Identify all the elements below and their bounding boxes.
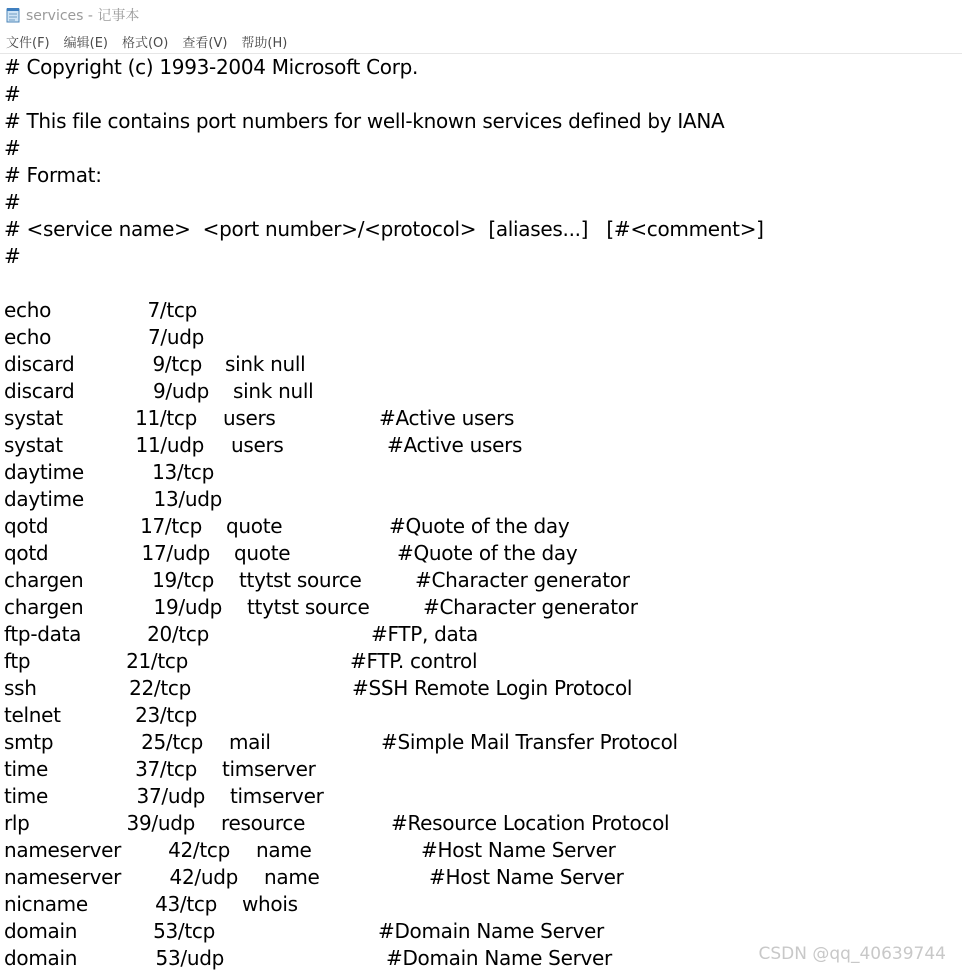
- service-aliases: ttytst source: [247, 595, 370, 619]
- service-name: chargen: [4, 595, 84, 619]
- service-entry-line: [4, 486, 944, 513]
- header-line: #: [4, 82, 21, 106]
- port-protocol: 43/tcp: [155, 892, 217, 916]
- service-comment: #Simple Mail Transfer Protocol: [381, 730, 678, 754]
- port-protocol: 17/udp: [141, 541, 210, 565]
- service-aliases: users: [223, 406, 276, 430]
- service-entry-line: [4, 837, 944, 864]
- window-title: services - 记事本: [26, 8, 140, 24]
- service-aliases: ttytst source: [239, 568, 362, 592]
- port-protocol: 11/tcp: [135, 406, 197, 430]
- port-protocol: 37/udp: [136, 784, 205, 808]
- service-entry-line: [4, 729, 944, 756]
- service-aliases: name: [264, 865, 320, 889]
- header-line: #: [4, 244, 21, 268]
- service-comment: #Domain Name Server: [378, 919, 604, 943]
- service-name: domain: [4, 919, 78, 943]
- header-line: # Format:: [4, 163, 102, 187]
- header-line: # <service name> <port number>/<protocol> [aliases...] [#<comment>]: [4, 217, 764, 241]
- service-comment: #Active users: [379, 406, 515, 430]
- service-aliases: name: [256, 838, 312, 862]
- service-entry-line: [4, 378, 944, 405]
- menu-bar: [0, 30, 962, 54]
- service-aliases: whois: [242, 892, 298, 916]
- port-protocol: 13/udp: [153, 487, 222, 511]
- service-entry-line: [4, 783, 944, 810]
- port-protocol: 17/tcp: [140, 514, 202, 538]
- port-protocol: 19/udp: [153, 595, 222, 619]
- service-comment: #FTP, data: [371, 622, 478, 646]
- service-name: systat: [4, 406, 63, 430]
- service-comment: #Host Name Server: [421, 838, 616, 862]
- service-name: echo: [4, 325, 52, 349]
- menu-help[interactable]: 帮助(H): [241, 36, 288, 51]
- service-name: time: [4, 784, 48, 808]
- watermark: CSDN @qq_40639744: [758, 944, 946, 964]
- port-protocol: 19/tcp: [152, 568, 214, 592]
- service-name: echo: [4, 298, 52, 322]
- service-name: telnet: [4, 703, 61, 727]
- service-name: ssh: [4, 676, 37, 700]
- port-protocol: 7/tcp: [147, 298, 197, 322]
- service-name: nameserver: [4, 838, 122, 862]
- service-aliases: users: [231, 433, 284, 457]
- header-line: #: [4, 136, 21, 160]
- service-name: systat: [4, 433, 63, 457]
- port-protocol: 20/tcp: [147, 622, 209, 646]
- port-protocol: 39/udp: [126, 811, 195, 835]
- service-comment: #Resource Location Protocol: [391, 811, 670, 835]
- menu-view[interactable]: 查看(V): [182, 36, 228, 51]
- service-comment: #Active users: [387, 433, 523, 457]
- service-entry-line: [4, 513, 944, 540]
- service-name: daytime: [4, 487, 84, 511]
- service-comment: #Character generator: [423, 595, 638, 619]
- service-comment: #FTP. control: [350, 649, 478, 673]
- port-protocol: 11/udp: [135, 433, 204, 457]
- port-protocol: 37/tcp: [135, 757, 197, 781]
- service-entry-line: [4, 324, 944, 351]
- service-entry-line: [4, 567, 944, 594]
- port-protocol: 42/udp: [169, 865, 238, 889]
- port-protocol: 23/tcp: [135, 703, 197, 727]
- service-entry-line: [4, 702, 944, 729]
- service-entry-line: [4, 459, 944, 486]
- service-entry-line: [4, 432, 944, 459]
- service-aliases: sink null: [225, 352, 306, 376]
- port-protocol: 9/tcp: [152, 352, 202, 376]
- service-aliases: resource: [221, 811, 306, 835]
- service-aliases: quote: [226, 514, 283, 538]
- service-entry-line: [4, 918, 944, 945]
- service-entry-line: [4, 675, 944, 702]
- service-comment: #Domain Name Server: [386, 946, 612, 970]
- port-protocol: 22/tcp: [129, 676, 191, 700]
- port-protocol: 25/tcp: [141, 730, 203, 754]
- service-name: discard: [4, 379, 75, 403]
- service-entry-line: [4, 594, 944, 621]
- header-line: #: [4, 190, 21, 214]
- port-protocol: 42/tcp: [168, 838, 230, 862]
- text-editor-area[interactable]: [0, 54, 962, 976]
- header-line: # Copyright (c) 1993-2004 Microsoft Corp.: [4, 55, 419, 79]
- service-comment: #Quote of the day: [389, 514, 570, 538]
- service-name: nicname: [4, 892, 88, 916]
- service-name: rlp: [4, 811, 30, 835]
- service-name: qotd: [4, 514, 49, 538]
- menu-format[interactable]: 格式(O): [121, 36, 169, 51]
- port-protocol: 53/udp: [155, 946, 224, 970]
- service-entry-line: [4, 405, 944, 432]
- service-name: discard: [4, 352, 75, 376]
- port-protocol: 7/udp: [147, 325, 204, 349]
- title-bar: [0, 0, 962, 30]
- service-entry-line: [4, 756, 944, 783]
- service-entry-line: [4, 810, 944, 837]
- service-entry-line: [4, 648, 944, 675]
- service-entry-line: [4, 297, 944, 324]
- service-entry-line: [4, 351, 944, 378]
- service-aliases: mail: [229, 730, 271, 754]
- port-protocol: 21/tcp: [126, 649, 188, 673]
- service-aliases: timserver: [222, 757, 316, 781]
- service-name: time: [4, 757, 48, 781]
- port-protocol: 9/udp: [152, 379, 209, 403]
- service-name: ftp-data: [4, 622, 82, 646]
- notepad-icon: [6, 7, 20, 23]
- header-line: # This file contains port numbers for well-known services defined by IANA: [4, 109, 725, 133]
- service-name: nameserver: [4, 865, 122, 889]
- service-entry-line: [4, 540, 944, 567]
- service-comment: #Character generator: [415, 568, 630, 592]
- service-name: chargen: [4, 568, 84, 592]
- port-protocol: 53/tcp: [153, 919, 215, 943]
- service-name: ftp: [4, 649, 31, 673]
- service-name: domain: [4, 946, 78, 970]
- menu-edit[interactable]: 编辑(E): [63, 36, 108, 51]
- service-name: daytime: [4, 460, 84, 484]
- service-entry-line: [4, 621, 944, 648]
- service-entry-line: [4, 864, 944, 891]
- menu-file[interactable]: 文件(F): [6, 36, 50, 51]
- service-comment: #Quote of the day: [397, 541, 578, 565]
- service-comment: #SSH Remote Login Protocol: [352, 676, 633, 700]
- port-protocol: 13/tcp: [152, 460, 214, 484]
- service-name: smtp: [4, 730, 54, 754]
- service-name: qotd: [4, 541, 49, 565]
- service-entry-line: [4, 891, 944, 918]
- service-aliases: sink null: [233, 379, 314, 403]
- service-aliases: quote: [234, 541, 291, 565]
- service-aliases: timserver: [230, 784, 324, 808]
- service-comment: #Host Name Server: [429, 865, 624, 889]
